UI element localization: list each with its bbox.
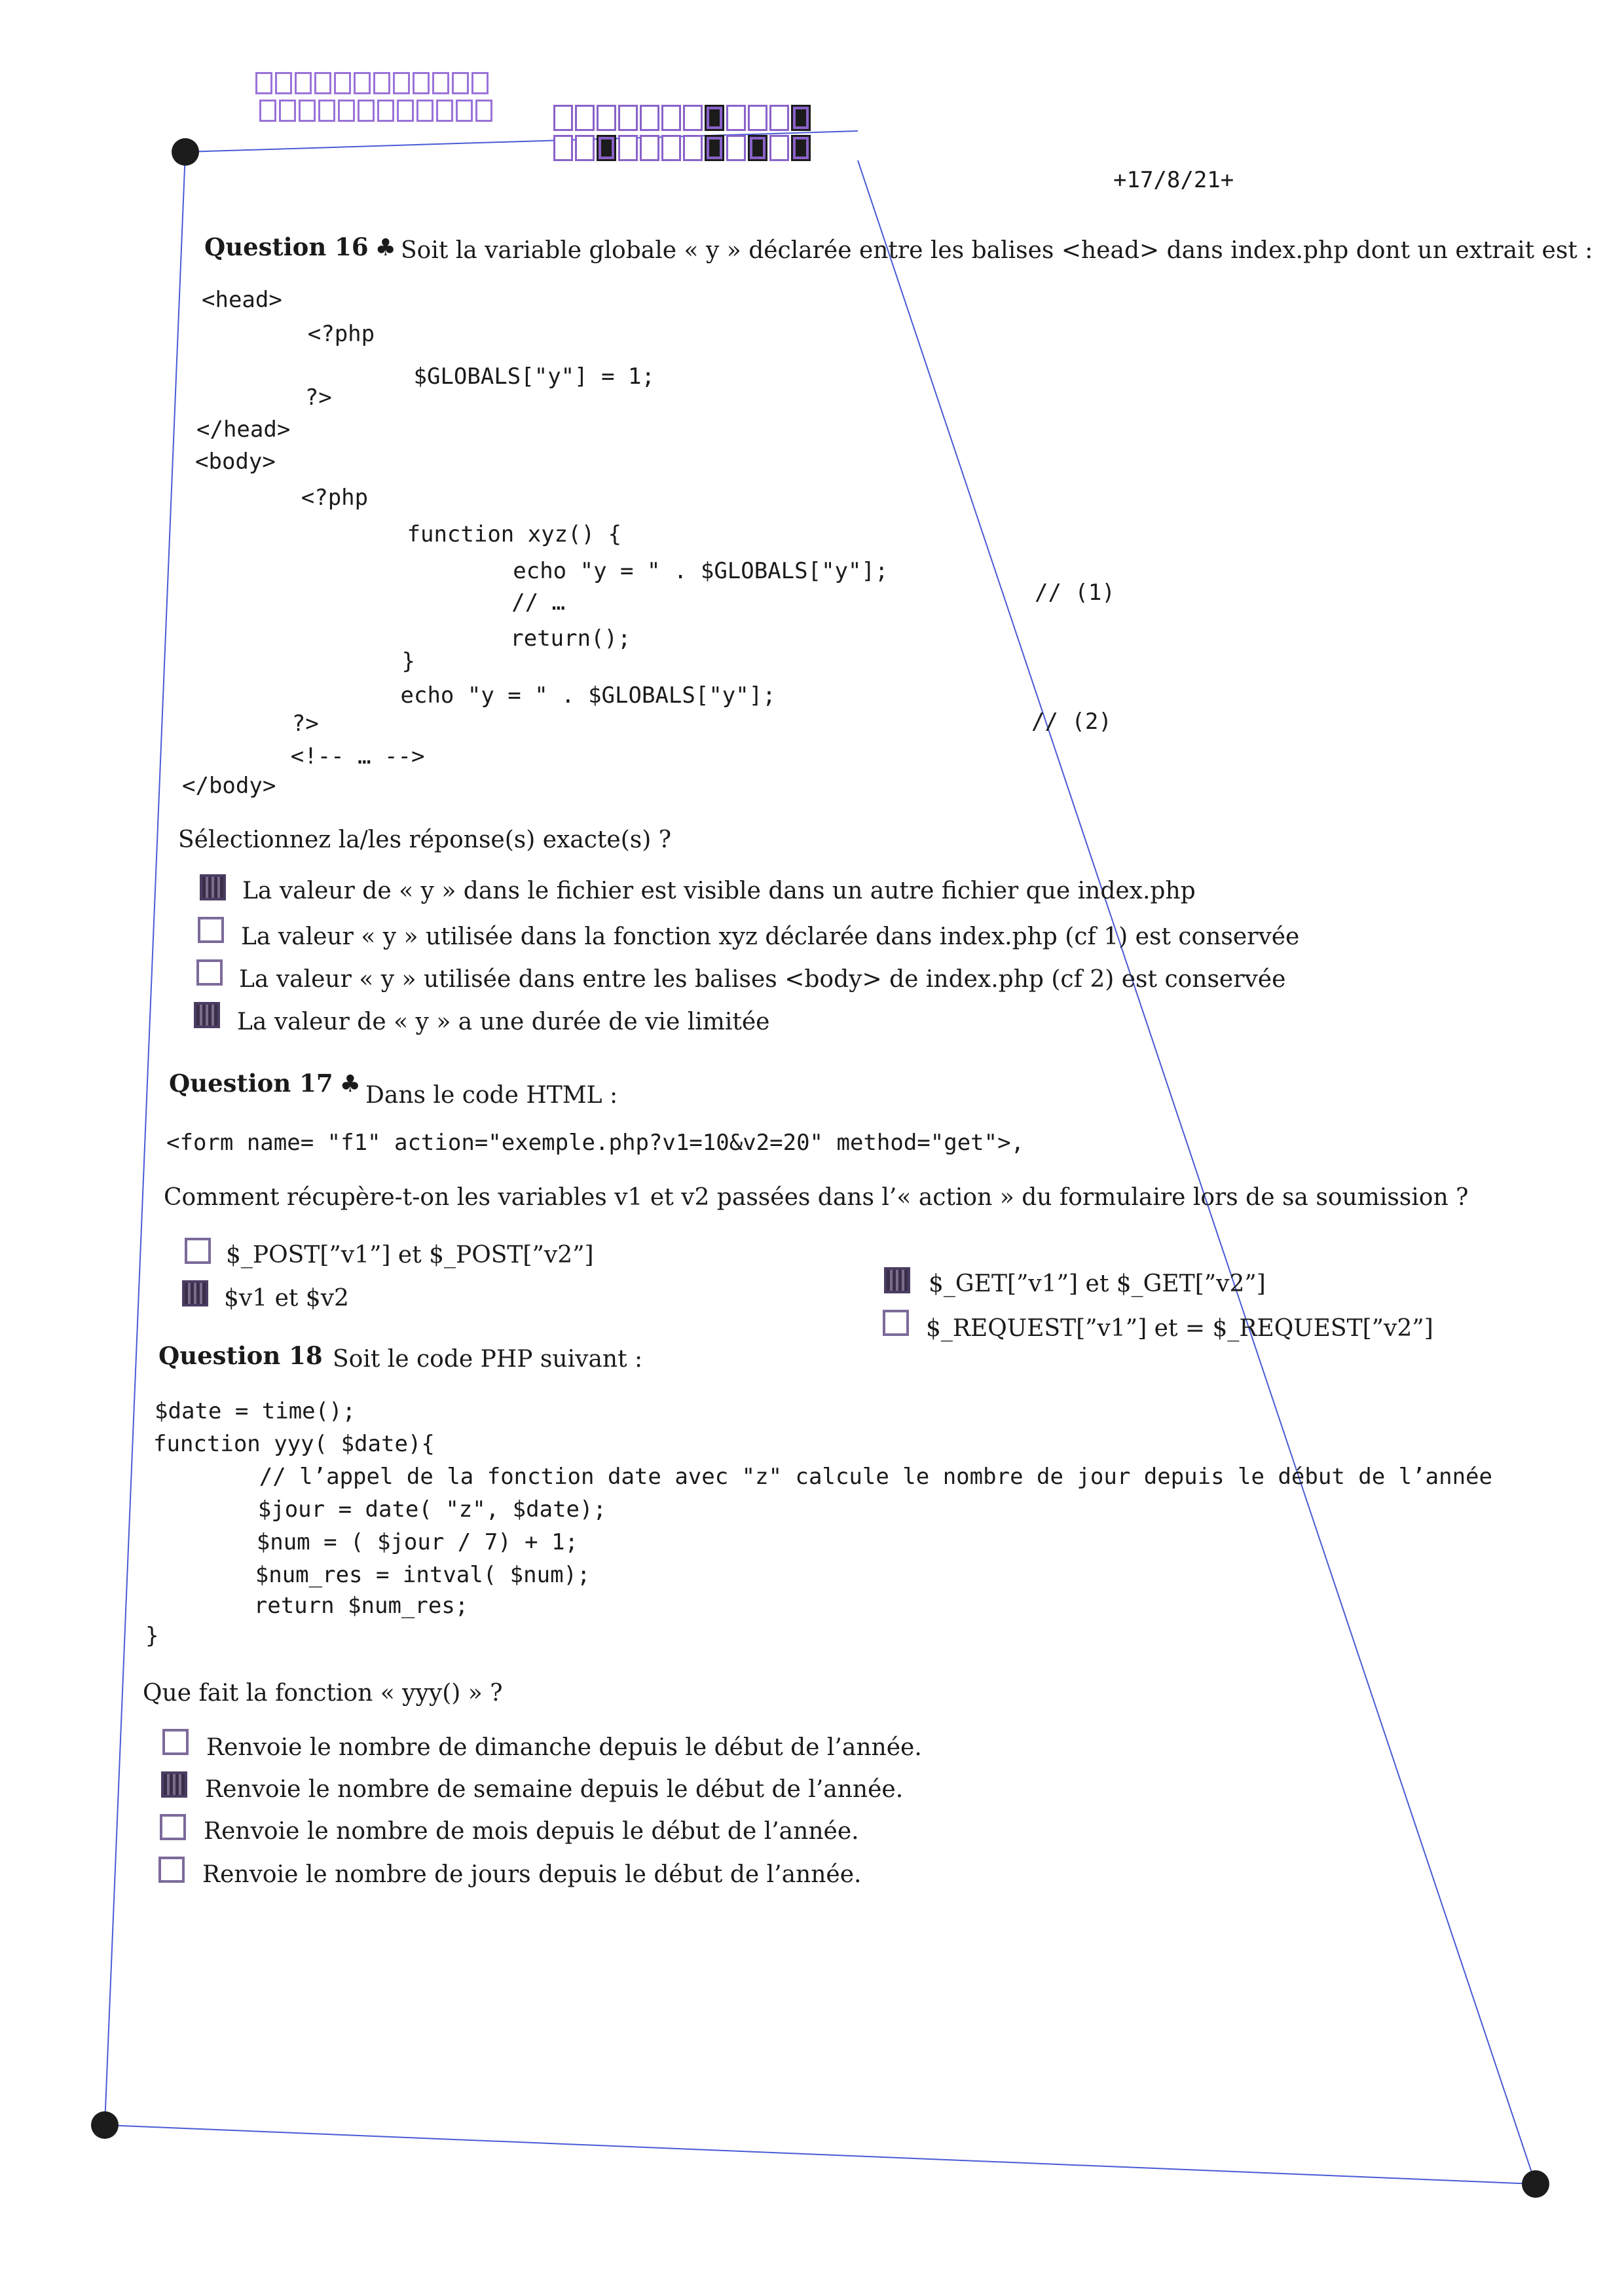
- q16-code-line: return();: [189, 625, 631, 652]
- q18-option-1-checkbox[interactable]: [162, 1729, 189, 1755]
- q17-option-4-checkbox[interactable]: [883, 1310, 909, 1336]
- q16-comment-1: // (1): [1035, 580, 1115, 606]
- corner-marker-bottom-right: [1522, 2170, 1549, 2198]
- q16-code-line: </body>: [182, 773, 276, 799]
- q16-code-line: <!-- … -->: [183, 743, 425, 769]
- q18-option-1-label: Renvoie le nombre de dimanche depuis le début de l’année.: [206, 1734, 922, 1761]
- q18-code-line: // l’appel de la fonction date avec "z" calcule le nombre de jour depuis le début de l’année: [152, 1464, 1492, 1490]
- q18-prompt: Que fait la fonction « yyy() » ?: [143, 1680, 503, 1707]
- q16-code-line: echo "y = " . $GLOBALS["y"];: [186, 682, 776, 709]
- corner-marker-top-left: [172, 138, 199, 166]
- q17-option-1-label: $_POST[”v1”] et $_POST[”v2”]: [226, 1242, 594, 1268]
- q18-option-3-label: Renvoie le nombre de mois depuis le début de l’année.: [204, 1818, 859, 1845]
- q18-option-4-label: Renvoie le nombre de jours depuis le début de l’année.: [202, 1861, 862, 1888]
- club-icon: ♣: [339, 1071, 361, 1098]
- q16-option-2-checkbox[interactable]: [198, 917, 224, 943]
- q16-option-1-label: La valeur de « y » dans le fichier est visible dans un autre fichier que index.php: [242, 878, 1196, 904]
- q16-code-line: <?php: [194, 485, 369, 511]
- q16-code-line: ?>: [198, 384, 332, 411]
- corner-marker-bottom-left: [91, 2111, 119, 2139]
- q18-code-line: }: [145, 1623, 159, 1649]
- q16-code-line: <body>: [195, 449, 276, 475]
- q16-heading: [204, 232, 396, 261]
- q17-heading: [169, 1069, 361, 1098]
- q18-code-line: $num = ( $jour / 7) + 1;: [149, 1529, 579, 1555]
- q17-title: Question 17: [169, 1069, 333, 1098]
- q18-code-line: return $num_res;: [147, 1593, 469, 1619]
- q16-code-line: <?php: [200, 321, 375, 347]
- q18-heading: [158, 1341, 323, 1370]
- q17-option-2-label: $v1 et $v2: [224, 1285, 349, 1312]
- q17-intro: Dans le code HTML :: [365, 1082, 618, 1109]
- q16-code-line: </head>: [196, 417, 291, 443]
- q17-option-1-checkbox[interactable]: [185, 1238, 211, 1264]
- q16-code-line: // …: [190, 589, 566, 616]
- q18-code-line: $num_res = intval( $num);: [148, 1562, 591, 1588]
- q16-intro: Soit la variable globale « y » déclarée entre les balises <head> dans index.php dont un extrait est :: [401, 237, 1593, 264]
- q16-option-4-label: La valeur de « y » a une durée de vie limitée: [237, 1009, 770, 1035]
- q18-code-line: $jour = date( "z", $date);: [151, 1496, 606, 1523]
- q17-option-2-checkbox[interactable]: [182, 1280, 208, 1306]
- q18-title: Question 18: [158, 1341, 323, 1370]
- q16-option-3-checkbox[interactable]: [196, 959, 223, 986]
- q16-code-line: }: [187, 648, 415, 675]
- q16-code-line: <head>: [202, 287, 282, 313]
- page-id: +17/8/21+: [1113, 167, 1234, 193]
- q16-option-1-checkbox[interactable]: [200, 874, 226, 900]
- q16-prompt: Sélectionnez la/les réponse(s) exacte(s) ?: [178, 826, 672, 853]
- q18-option-2-checkbox[interactable]: [161, 1771, 187, 1798]
- q18-option-2-label: Renvoie le nombre de semaine depuis le début de l’année.: [205, 1776, 904, 1803]
- q17-option-3-checkbox[interactable]: [884, 1267, 910, 1293]
- club-icon: ♣: [375, 234, 396, 261]
- q16-code-line: ?>: [185, 711, 319, 737]
- q17-prompt: Comment récupère-t-on les variables v1 et v2 passées dans l’« action » du formulaire lors de sa soumission ?: [164, 1184, 1469, 1211]
- q17-option-4-label: $_REQUEST[”v1”] et = $_REQUEST[”v2”]: [926, 1315, 1433, 1342]
- q16-code-line: echo "y = " . $GLOBALS["y"];: [191, 558, 889, 584]
- q17-code: <form name= "f1" action="exemple.php?v1=10&v2=20" method="get">,: [166, 1130, 1025, 1156]
- q16-comment-2: // (2): [1031, 709, 1112, 735]
- q18-code-line: $date = time();: [155, 1398, 356, 1424]
- q16-title: Question 16: [204, 232, 369, 261]
- q17-option-3-label: $_GET[”v1”] et $_GET[”v2”]: [929, 1270, 1266, 1297]
- q16-option-2-label: La valeur « y » utilisée dans la fonction xyz déclarée dans index.php (cf 1) est conservée: [241, 923, 1300, 950]
- q18-option-3-checkbox[interactable]: [160, 1814, 186, 1840]
- q18-code-line: function yyy( $date){: [153, 1431, 435, 1457]
- q16-code-line: $GLOBALS["y"] = 1;: [199, 363, 655, 390]
- q16-option-3-label: La valeur « y » utilisée dans entre les balises <body> de index.php (cf 2) est conservée: [239, 966, 1286, 993]
- q16-code-line: function xyz() {: [193, 521, 622, 547]
- id-grid-coded: [553, 105, 813, 161]
- q18-option-4-checkbox[interactable]: [158, 1857, 185, 1883]
- q16-option-4-checkbox[interactable]: [194, 1002, 220, 1028]
- id-grid-left: [255, 72, 495, 122]
- q18-intro: Soit le code PHP suivant :: [333, 1346, 643, 1373]
